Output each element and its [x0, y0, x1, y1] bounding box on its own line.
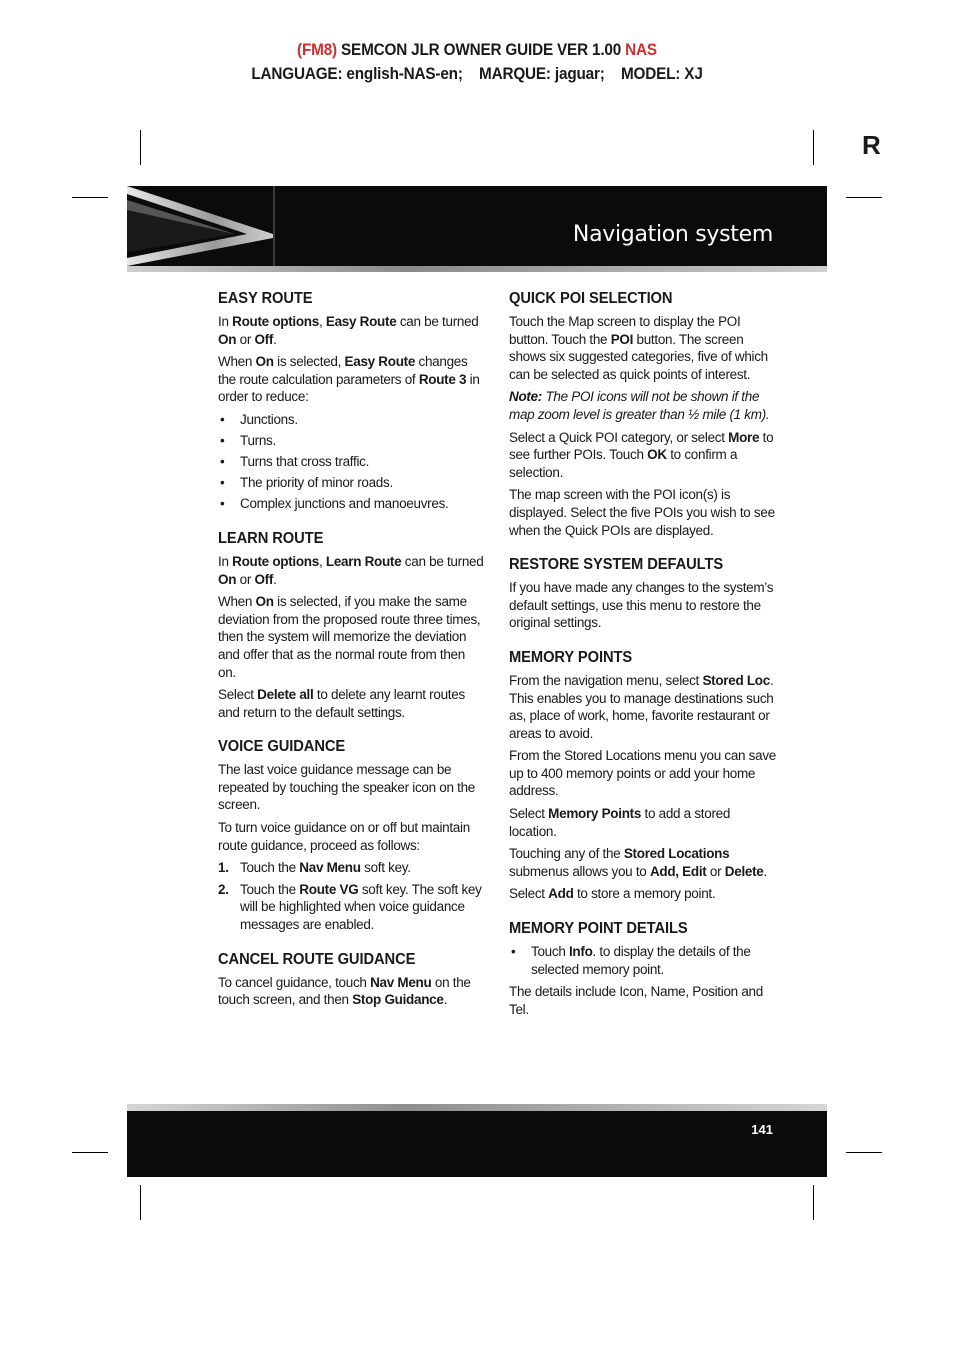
section-heading: QUICK POI SELECTION [509, 290, 673, 307]
paragraph: When On is selected, if you make the same deviation from the proposed route three times, then the system will memorize the deviation and offer that as the normal route from then on. [218, 594, 481, 680]
paragraph: When On is selected, Easy Route changes the route calculation parameters of Route 3 in order to reduce: [218, 354, 480, 405]
bullet-list [509, 943, 777, 978]
easy-route-section [218, 290, 486, 513]
section-letter: R [862, 130, 881, 160]
paragraph: In Route options, Learn Route can be turned On or Off. [218, 553, 484, 587]
document-header-line-2: LANGUAGE: english-NAS-en; MARQUE: jaguar; MODEL: XJ [251, 64, 703, 83]
left-column [218, 290, 486, 1026]
banner-divider [273, 186, 275, 266]
section-banner [127, 186, 827, 272]
banner-strip [127, 266, 827, 272]
paragraph: If you have made any changes to the system’s default settings, use this menu to restore the original settings. [509, 580, 774, 631]
quick-poi-section [509, 290, 777, 539]
list-item: • Turns that cross traffic. [218, 453, 486, 471]
voice-guidance-section [218, 738, 486, 933]
header-title: SEMCON JLR OWNER GUIDE VER 1.00 [341, 40, 622, 59]
crop-mark [846, 197, 882, 198]
crop-mark [846, 1152, 882, 1153]
page-footer [127, 1104, 827, 1177]
paragraph: To turn voice guidance on or off but maintain route guidance, proceed as follows: [218, 820, 470, 853]
memory-point-details-section [509, 920, 777, 1018]
list-item: 2. Touch the Route VG soft key. The soft key will be highlighted when voice guidance messages are enabled. [218, 881, 482, 933]
crop-mark [813, 130, 814, 165]
bullet-list [218, 411, 486, 513]
paragraph: The last voice guidance message can be repeated by touching the speaker icon on the screen. [218, 762, 475, 813]
crop-mark [72, 197, 108, 198]
paragraph: To cancel guidance, touch Nav Menu on the touch screen, and then Stop Guidance. [218, 974, 471, 1008]
crop-mark [72, 1152, 108, 1153]
paragraph: The details include Icon, Name, Position and Tel. [509, 984, 763, 1017]
list-item: • The priority of minor roads. [218, 474, 486, 492]
document-header-line-1 [48, 40, 907, 60]
right-column [509, 290, 777, 1035]
paragraph: Select a Quick POI category, or select More to see further POIs. Touch OK to confirm a selection. [509, 429, 774, 480]
list-item: • Junctions. [218, 411, 486, 429]
section-heading: VOICE GUIDANCE [218, 738, 346, 756]
cancel-route-section [218, 951, 486, 1009]
list-item: • Turns. [218, 432, 486, 450]
header-suffix: NAS [625, 40, 657, 59]
paragraph: The map screen with the POI icon(s) is displayed. Select the five POIs you wish to see when the Quick POIs are displayed. [509, 487, 775, 538]
memory-points-section [509, 649, 777, 903]
chevron-logo-icon [127, 186, 273, 266]
paragraph: Select Memory Points to add a stored location. [509, 806, 731, 839]
paragraph: Select Delete all to delete any learnt routes and return to the default settings. [218, 687, 465, 720]
section-heading: LEARN ROUTE [218, 529, 324, 547]
page-number: 141 [751, 1122, 773, 1137]
crop-mark [140, 1185, 141, 1220]
learn-route-section [218, 530, 486, 721]
crop-mark [813, 1185, 814, 1220]
paragraph: From the navigation menu, select Stored Loc. This enables you to manage destinations such as, place of work, home, favorite restaurant or areas to avoid. [509, 672, 774, 741]
list-item: • Touch Info. to display the details of the selected memory point. [509, 943, 777, 978]
numbered-list [218, 859, 486, 933]
section-heading: MEMORY POINTS [509, 648, 633, 666]
section-heading: CANCEL ROUTE GUIDANCE [218, 950, 416, 968]
section-title: Navigation system [572, 222, 773, 247]
footer-strip [127, 1104, 827, 1111]
section-heading: EASY ROUTE [218, 290, 313, 307]
note: Note: The POI icons will not be shown if the map zoom level is greater than ½ mile (1 km). [509, 389, 770, 422]
restore-defaults-section [509, 556, 777, 632]
paragraph: Select Add to store a memory point. [509, 886, 716, 902]
section-heading: MEMORY POINT DETAILS [509, 920, 688, 938]
list-item: • Complex junctions and manoeuvres. [218, 495, 486, 513]
crop-mark [140, 130, 141, 165]
paragraph: Touch the Map screen to display the POI button. Touch the POI button. The screen shows six suggested categories, five of which can be selected as quick points of interest. [509, 314, 768, 382]
section-heading: RESTORE SYSTEM DEFAULTS [509, 556, 724, 574]
list-item: 1. Touch the Nav Menu soft key. [218, 860, 411, 876]
header-prefix: (FM8) [297, 40, 337, 59]
paragraph: Touching any of the Stored Locations submenus allows you to Add, Edit or Delete. [509, 846, 767, 879]
paragraph: In Route options, Easy Route can be turned On or Off. [218, 314, 479, 347]
paragraph: From the Stored Locations menu you can save up to 400 memory points or add your home address. [509, 748, 777, 799]
